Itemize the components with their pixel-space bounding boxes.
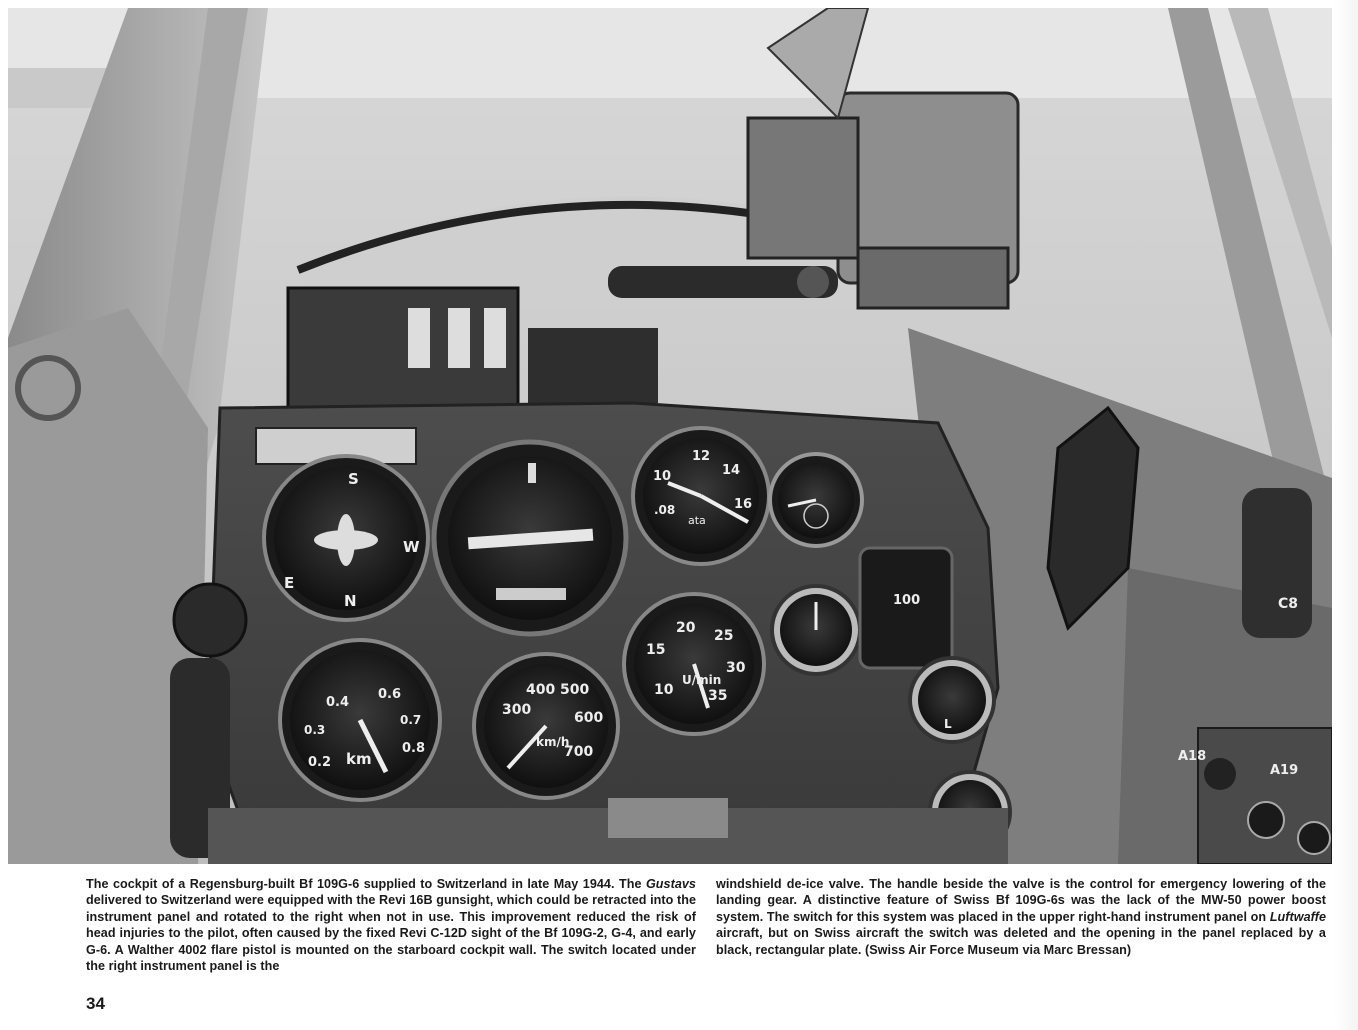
ata-gauge bbox=[633, 428, 769, 564]
svg-text:700: 700 bbox=[564, 744, 594, 760]
svg-text:0.6: 0.6 bbox=[378, 687, 402, 702]
svg-text:S: S bbox=[348, 470, 359, 488]
compass-gauge bbox=[264, 456, 428, 620]
svg-text:14: 14 bbox=[722, 463, 741, 478]
page-number: 34 bbox=[86, 994, 105, 1013]
caption-left-italic: Gustavs bbox=[645, 877, 696, 891]
svg-text:10: 10 bbox=[653, 469, 672, 484]
svg-text:E: E bbox=[284, 574, 295, 592]
mach-gauge bbox=[280, 640, 440, 800]
small-gauge bbox=[772, 586, 860, 674]
svg-text:0.3: 0.3 bbox=[304, 723, 326, 737]
svg-text:0.7: 0.7 bbox=[400, 713, 422, 727]
svg-text:L: L bbox=[944, 717, 952, 731]
svg-text:16: 16 bbox=[734, 497, 753, 512]
svg-text:km: km bbox=[346, 750, 372, 768]
svg-text:km/h: km/h bbox=[536, 735, 570, 749]
horizon-gauge bbox=[434, 442, 626, 634]
clock-gauge bbox=[770, 454, 862, 546]
svg-text:500: 500 bbox=[560, 682, 590, 698]
svg-text:W: W bbox=[403, 538, 420, 556]
svg-text:15: 15 bbox=[646, 642, 666, 658]
svg-text:ata: ata bbox=[688, 514, 706, 527]
svg-text:C8: C8 bbox=[1278, 596, 1299, 612]
svg-text:300: 300 bbox=[502, 702, 532, 718]
caption-right-italic: Luftwaffe bbox=[1269, 909, 1326, 924]
caption-left-column bbox=[86, 876, 696, 974]
svg-text:A18: A18 bbox=[1178, 749, 1207, 764]
svg-text:0.4: 0.4 bbox=[326, 695, 350, 710]
svg-text:A19: A19 bbox=[1270, 763, 1299, 778]
svg-text:10: 10 bbox=[654, 682, 674, 698]
svg-text:25: 25 bbox=[714, 628, 734, 644]
caption-right-text: windshield de-ice valve. The handle beside the valve is the control for emergency lowering of the landing gear. A distinctive feature of Swiss Bf 109G-6s was the lack of the MW-50 power boost system. The switch for this system was placed in the upper right-hand instrument panel on bbox=[716, 877, 1326, 924]
svg-text:20: 20 bbox=[676, 620, 696, 636]
small-gauge bbox=[910, 658, 994, 742]
cockpit-photo bbox=[8, 8, 1332, 864]
svg-text:0.8: 0.8 bbox=[402, 741, 426, 756]
rpm-gauge bbox=[624, 594, 764, 734]
svg-text:35: 35 bbox=[708, 688, 728, 704]
page-edge bbox=[1334, 0, 1358, 1030]
svg-text:30: 30 bbox=[726, 660, 746, 676]
svg-text:100: 100 bbox=[893, 593, 921, 608]
svg-text:U/min: U/min bbox=[682, 673, 722, 687]
svg-text:.08: .08 bbox=[654, 503, 676, 517]
caption-right-text-cont: aircraft, but on Swiss aircraft the switch was deleted and the opening in the panel replaced by a black, rectangular plate. (Swiss Air Force Museum via Marc Bressan) bbox=[716, 926, 1326, 957]
svg-text:400: 400 bbox=[526, 682, 556, 698]
svg-text:N: N bbox=[344, 592, 357, 610]
caption-right-column bbox=[716, 876, 1326, 958]
svg-text:0.2: 0.2 bbox=[308, 755, 332, 770]
svg-text:12: 12 bbox=[692, 449, 711, 464]
caption-left-text-cont: delivered to Switzerland were equipped with the Revi 16B gunsight, which could be retracted into the instrument panel and rotated to the right when not in use. This improvement reduced the risk of head injuries to the pilot, often caused by the fixed Revi C-12D sight of the Bf 109G-2, G-4, and early G-6. A Walther 4002 flare pistol is mounted on the starboard cockpit wall. The switch located under the right instrument panel is the bbox=[86, 893, 696, 974]
airspeed-gauge bbox=[474, 654, 618, 798]
svg-text:600: 600 bbox=[574, 710, 604, 726]
caption-left-text: The cockpit of a Regensburg-built Bf 109G-6 supplied to Switzerland in late May 1944. The bbox=[86, 877, 646, 891]
